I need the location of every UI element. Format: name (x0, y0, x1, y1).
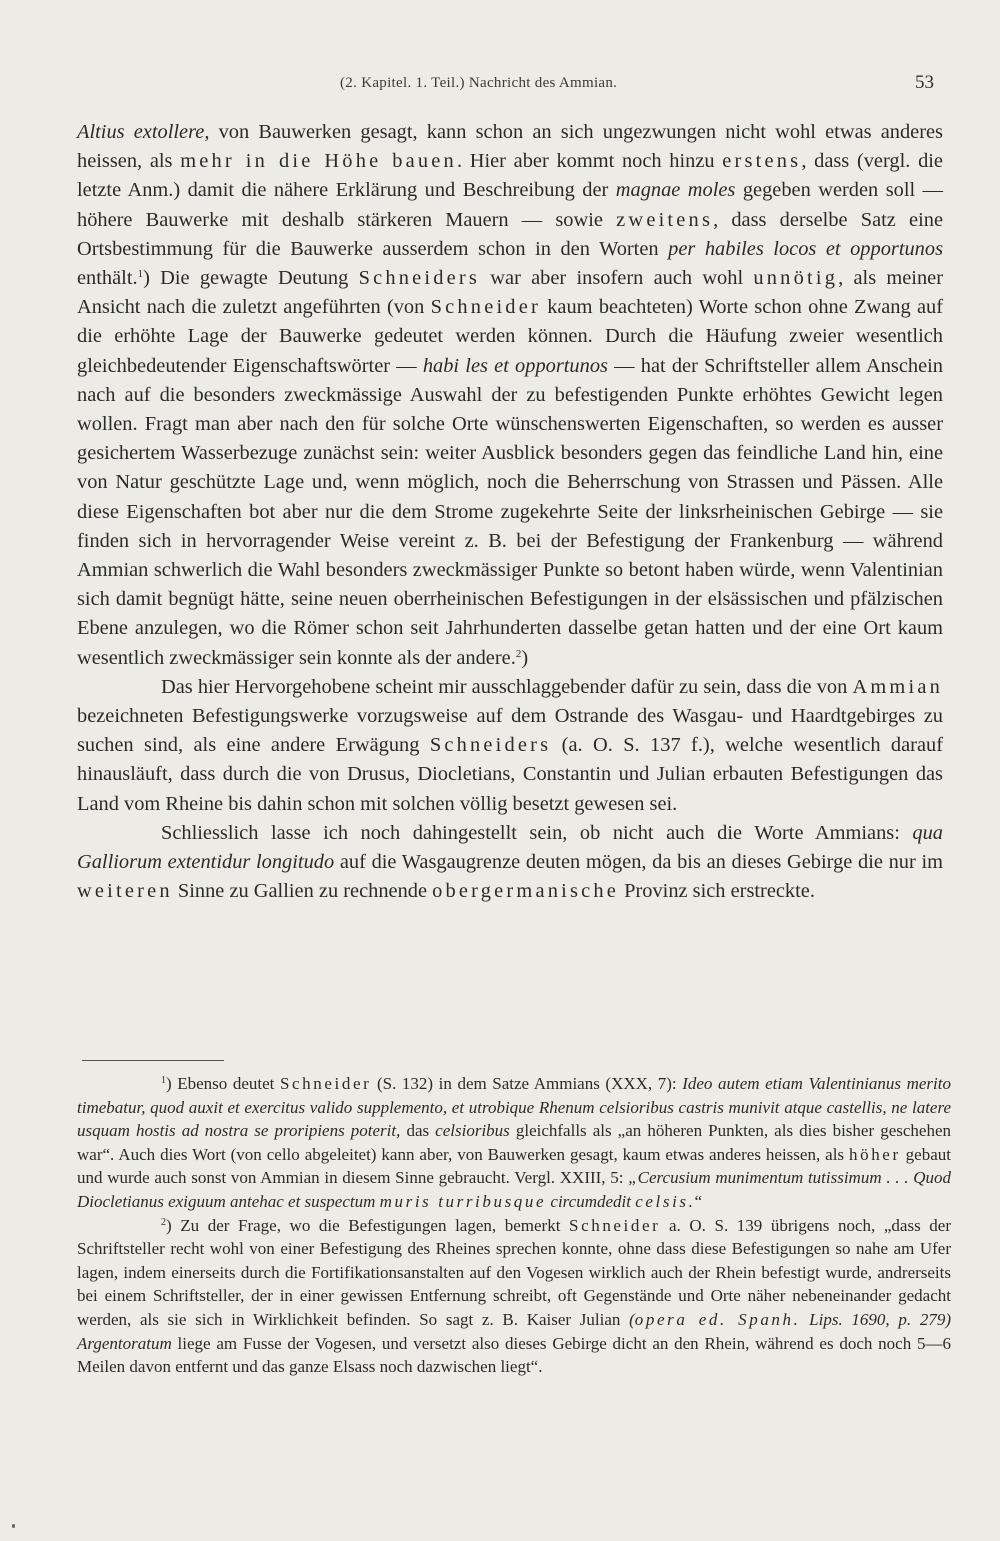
text-run: , dass derselbe Satz eine Ortsbestimmung für die Bauwerke ausserdem schon in den Worten (77, 208, 943, 260)
footnotes (77, 1072, 951, 1379)
footnote-ref: 1 (161, 1075, 166, 1086)
text-run: weiteren (77, 880, 173, 903)
paragraph (77, 673, 943, 819)
page-header (0, 72, 1000, 96)
text-run: kaum beachteten) Worte schon ohne Zwang auf die erhöhte Lage der Bauwerke gedeutet werden können. Durch die Häufung zweier wesentlich gleichbedeutender Eigenschaftswörter — (77, 296, 943, 377)
text-run: gleichfalls als „an höheren Punkten, als dies bisher geschehen war“. Auch dies Wort (von cello abgeleitet) kann aber, von Bauwerken gesagt, kaum etwas anderes heissen, als (77, 1121, 951, 1164)
page-speck (12, 1524, 15, 1528)
text-run: muris turribusque (379, 1191, 547, 1211)
footnote-ref: 2 (515, 647, 522, 660)
text-run: obergermanische (432, 880, 620, 903)
page-number: 53 (915, 72, 934, 93)
text-run: ) Die gewagte Deutung (143, 267, 359, 290)
text-run: mehr in die Höhe bauen (180, 150, 457, 173)
footnote (77, 1214, 951, 1379)
text-run: erstens (722, 150, 802, 173)
text-run: liege am Fusse der Vogesen, und versetzt also dieses Gebirge dicht an den Rhein, während es doch noch 5—6 Meilen davon entfernt und das ganze Elsass noch dazwischen liegt“. (77, 1333, 951, 1377)
text-run: „Cercusium munimentum tutissimum . . . Quod Diocletianus exiguum antehac et suspectum (77, 1168, 951, 1211)
text-run: (S. 132) in dem Satze Ammians (XXX, 7): (371, 1074, 683, 1093)
text-run: auf die Wasgaugrenze deuten mögen, da bis an dieses Gebirge die nur im (334, 851, 943, 874)
text-run: ) (521, 646, 529, 669)
text-run: a. O. S. 139 übrigens noch, „dass der Schriftsteller recht wohl von einer Befestigung des Rheines sprechen konnte, ohne dass diese Befestigungen so nahe am Ufer lagen, indem einerseits durch die Fortifikationsanstalten auf den Vogesen wirklich auch der Rhein befestigt wurde, andrerseits bei einem Schriftsteller, der in einer gewissen Entfernung schreibt, oft Gegenstände und Orte näher nebeneinander gedacht werden, als sie sich in Wirklichkeit befinden. So sagt z. B. Kaiser Julian (77, 1215, 952, 1329)
footnote-ref: 1 (137, 268, 144, 281)
text-run: Schneider (430, 296, 541, 319)
text-run: das (400, 1121, 436, 1141)
text-run: höher (849, 1144, 901, 1164)
text-run: Schneiders (429, 734, 552, 757)
text-run: Schneider (279, 1074, 372, 1093)
text-run: Ammian (852, 675, 943, 698)
text-run: Schneiders (358, 267, 481, 290)
text-run: Altius extollere, (77, 121, 210, 143)
text-run: Schliesslich lasse ich noch dahingestellt sein, ob nicht auch die Worte Ammians: (161, 821, 913, 844)
text-run: Provinz sich erstreckte. (619, 880, 815, 903)
text-run: (a. O. S. 137 f.), welche wesentlich darauf hinausläuft, dass durch die von Drusus, Diocletians, Constantin und Julian erbauten Befestigungen das Land vom Rheine bis dahin schon mit solchen völlig besetzt gewesen sei. (77, 734, 943, 815)
text-run: Schneider (569, 1215, 661, 1235)
paragraph (77, 118, 943, 673)
text-run: Lips. 1690, p. 279) Argentoratum (77, 1309, 951, 1353)
text-run: habi les et opportunos (422, 354, 608, 377)
main-text (77, 118, 943, 906)
text-run: , als meiner Ansicht nach die zuletzt angeführten (von (77, 267, 944, 319)
text-run: war aber insofern auch wohl (480, 267, 754, 290)
text-run: . Hier aber kommt noch hinzu (456, 150, 723, 173)
text-run: per habiles locos et opportunos (668, 237, 944, 260)
text-run: celsis (635, 1191, 689, 1211)
text-run: enthält. (77, 267, 138, 290)
text-run: — hat der Schriftsteller allem Anschein nach auf die besonders zweckmässige Auswahl der zu befestigenden Punkte erhöhtes Gewicht legen wollen. Fragt man aber nach den für solche Orte wünschenswerten Eigenschaften, so werden es ausser gesichertem Wasserbezuge zunächst sein: weiter Ausblick besonders gegen das feindliche Land hin, eine von Natur geschützte Lage und, wenn möglich, noch die Beherrschung von Strassen und Pässen. Alle diese Eigenschaften bot aber nur die dem Strome zugekehrte Seite der linksrheinischen Gebirge — sie finden sich in hervorragender Weise vereint z. B. bei der Befestigung der Frankenburg — während Ammian schwerlich die Wahl besonders zweckmässiger Punkte so betont haben würde, wenn Valentinian sich damit begnügt hätte, seine neuen oberrheinischen Befestigungen in der elsässischen und pfälzischen Ebene anzulegen, wo die Römer schon seit Jahrhunderten dasselbe getan hatten und der eine Ort kaum wesentlich zweckmässiger sein konnte als der andere. (77, 354, 943, 669)
text-run: gebaut und wurde auch sonst von Ammian in diesem Sinne gebraucht. Vergl. XXIII, 5: (77, 1144, 951, 1188)
text-run: gegeben werden soll — höhere Bauwerke mit deshalb stärkeren Mauern — sowie (77, 179, 943, 231)
text-run: opera ed. Spanh. (634, 1309, 801, 1329)
footnote-ref: 2 (161, 1216, 166, 1228)
footnote (77, 1072, 951, 1214)
text-run: Sinne zu Gallien zu rechnende (172, 880, 433, 903)
text-run: ( (629, 1309, 635, 1329)
text-run: , dass (vergl. die letzte Anm.) damit die nähere Erklärung und Beschreibung der (77, 150, 943, 202)
text-run: Ideo autem etiam Valentinianus merito timebatur, quod auxit et exercitus valido supplemento, et utrobique Rhenum celsioribus castris munivit atque castellis, ne latere usquam hostis ad nostra se proripiens poterit, (77, 1074, 951, 1141)
text-run: Das hier Hervorgehobene scheint mir ausschlaggebender dafür zu sein, dass die von (161, 675, 853, 698)
text-run: bezeichneten Befestigungswerke vorzugsweise auf dem Ostrande des Wasgau- und Haardtgebirges zu suchen sind, als eine andere Erwägung (77, 705, 943, 757)
text-run: unnötig (753, 267, 839, 290)
text-run: ) Ebenso deutet (166, 1074, 280, 1093)
text-run: circumdedit (546, 1191, 636, 1211)
text-run: celsioribus (435, 1121, 510, 1141)
text-run: von Bauwerken gesagt, kann schon an sich ungezwungen nicht wohl etwas anderes heissen, als (77, 121, 943, 173)
footnote-divider (82, 1060, 224, 1061)
text-run: qua Galliorum extentidur longitudo (77, 821, 943, 874)
text-run: magnae moles (615, 179, 736, 202)
text-run: zweitens (616, 208, 714, 231)
text-run: ) Zu der Frage, wo die Befestigungen lagen, bemerkt (166, 1215, 570, 1235)
paragraph (77, 819, 943, 907)
text-run: .“ (688, 1191, 703, 1211)
running-head: (2. Kapitel. 1. Teil.) Nachricht des Ammian. (340, 75, 618, 91)
